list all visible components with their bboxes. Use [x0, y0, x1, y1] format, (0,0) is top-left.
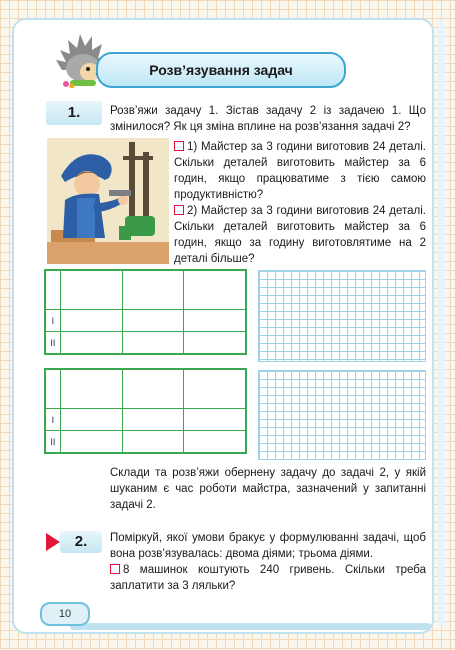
- problem-1-text: 1) Майстер за 3 години виготовив 24 деталі. Скільки деталей виготовить майстер за 6 годин, якщо працюватиме з тією самою продуктивністю?: [174, 141, 426, 201]
- table-cell[interactable]: [184, 310, 246, 332]
- table-cell[interactable]: [122, 409, 184, 431]
- table-row: [45, 431, 246, 454]
- table-header-row: [45, 369, 246, 409]
- solution-table-2: [44, 368, 247, 454]
- table-cell[interactable]: [184, 431, 246, 454]
- task-number-2: 2.: [60, 531, 102, 553]
- task-number-1: 1.: [46, 101, 102, 125]
- table-cell[interactable]: [60, 332, 122, 355]
- table-cell[interactable]: [122, 431, 184, 454]
- table-cell[interactable]: [184, 332, 246, 355]
- page-title: Розв’язування задач: [96, 52, 346, 88]
- row-label: II: [45, 332, 60, 355]
- checkbox-marker-icon: [174, 141, 184, 151]
- table-cell[interactable]: [122, 369, 184, 409]
- answer-grid-1[interactable]: [258, 270, 426, 362]
- page-edge-decoration: [437, 20, 445, 626]
- task1-follow-up: Склади та розв’яжи обернену задачу до задачі 2, у якій шуканим є час роботи майстра, зазначений у запитанні задачі 2.: [110, 467, 426, 511]
- table-cell[interactable]: [184, 270, 246, 310]
- row-label: I: [45, 310, 60, 332]
- red-arrow-icon: [46, 533, 60, 551]
- task1-intro: Розв’яжи задачу 1. Зістав задачу 2 із задачею 1. Що змінилося? Як ця зміна вплине на розв’язання задачі 2?: [110, 105, 426, 133]
- master-worker-illustration: [47, 138, 169, 264]
- page-number: 10: [40, 602, 90, 626]
- table-header-row: [45, 270, 246, 310]
- task1-problem-2: [174, 203, 426, 267]
- table-cell[interactable]: [45, 369, 60, 409]
- table-row: [45, 409, 246, 431]
- row-label: II: [45, 431, 60, 454]
- table-cell[interactable]: [122, 270, 184, 310]
- table-cell[interactable]: [60, 310, 122, 332]
- table-cell[interactable]: [45, 270, 60, 310]
- bottom-band-decoration: [70, 623, 431, 630]
- table-cell[interactable]: [60, 369, 122, 409]
- checkbox-marker-icon: [110, 564, 120, 574]
- task2-intro: Поміркуй, якої умови бракує у формулюванні задачі, щоб вона розв’язувалась: двома діями; трьома діями.: [110, 532, 426, 560]
- table-cell[interactable]: [184, 369, 246, 409]
- checkbox-marker-icon: [174, 205, 184, 215]
- table-cell[interactable]: [122, 332, 184, 355]
- table-cell[interactable]: [60, 409, 122, 431]
- table-row: [45, 332, 246, 355]
- table-cell[interactable]: [60, 431, 122, 454]
- table-cell[interactable]: [122, 310, 184, 332]
- table-row: [45, 310, 246, 332]
- answer-grid-2[interactable]: [258, 370, 426, 460]
- task2-problem-text: 8 машинок коштують 240 гривень. Скільки треба заплатити за 3 ляльки?: [110, 564, 426, 592]
- solution-table-1: [44, 269, 247, 355]
- table-cell[interactable]: [184, 409, 246, 431]
- problem-2-text: 2) Майстер за 3 години виготовив 24 деталі. Скільки деталей виготовить майстер за 6 годин, якщо за годину виготовлятиме на 2 деталі більше?: [174, 205, 426, 265]
- task1-problem-1: [174, 139, 426, 203]
- table-cell[interactable]: [60, 270, 122, 310]
- task2-problem: [110, 562, 426, 594]
- row-label: I: [45, 409, 60, 431]
